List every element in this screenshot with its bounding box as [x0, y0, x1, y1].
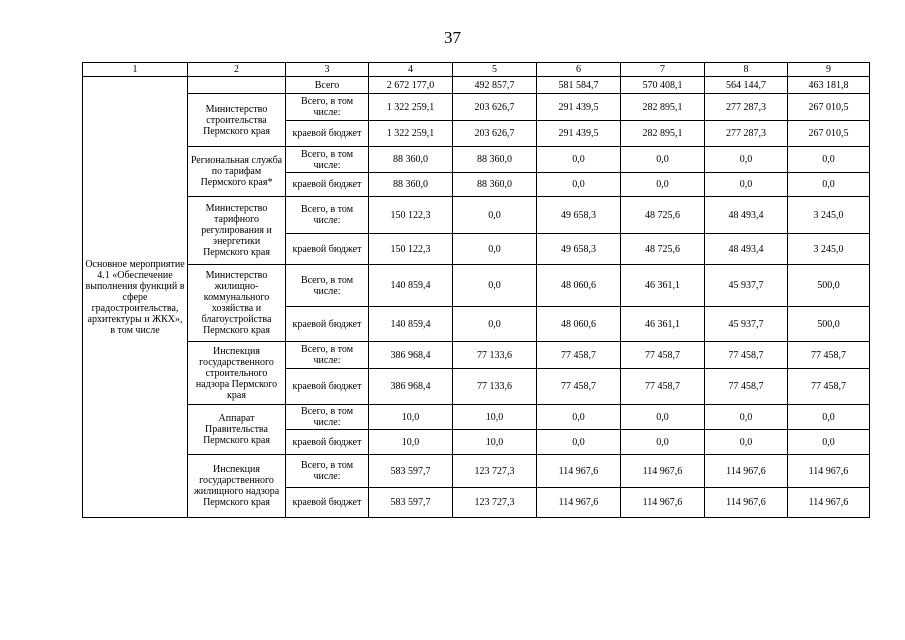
value-cell: 77 458,7	[621, 342, 705, 369]
table-row	[83, 455, 870, 488]
value-cell: 114 967,6	[705, 455, 788, 488]
value-cell: 77 458,7	[705, 369, 788, 405]
value-cell: 0,0	[621, 173, 705, 197]
value-cell: 88 360,0	[453, 147, 537, 173]
executor-cell: Инспекция государственного жилищного надзора Пермского края	[188, 455, 286, 518]
value-cell: 203 626,7	[453, 94, 537, 121]
value-cell: 0,0	[788, 405, 870, 430]
table-row	[83, 197, 870, 234]
header-cell: 4	[369, 63, 453, 77]
value-cell: 123 727,3	[453, 488, 537, 518]
table-row	[83, 405, 870, 430]
value-cell: 150 122,3	[369, 234, 453, 265]
value-cell: 49 658,3	[537, 234, 621, 265]
value-cell: 581 584,7	[537, 77, 621, 94]
value-cell: 114 967,6	[788, 488, 870, 518]
value-cell: 0,0	[537, 173, 621, 197]
table-row	[83, 147, 870, 173]
value-cell: 0,0	[621, 405, 705, 430]
value-cell: 114 967,6	[705, 488, 788, 518]
value-cell: 277 287,3	[705, 121, 788, 147]
value-cell: 0,0	[537, 430, 621, 455]
table-row	[83, 77, 870, 94]
source-cell: Всего, в том числе:	[286, 265, 369, 307]
value-cell: 2 672 177,0	[369, 77, 453, 94]
value-cell: 10,0	[369, 430, 453, 455]
value-cell: 0,0	[788, 430, 870, 455]
executor-cell: Региональная служба по тарифам Пермского края*	[188, 147, 286, 197]
source-cell: краевой бюджет	[286, 430, 369, 455]
executor-cell: Министерство жилищно-коммунального хозяйства и благоустройства Пермского края	[188, 265, 286, 342]
value-cell: 500,0	[788, 307, 870, 342]
value-cell: 0,0	[453, 265, 537, 307]
value-cell: 77 458,7	[537, 369, 621, 405]
value-cell: 88 360,0	[369, 173, 453, 197]
value-cell: 10,0	[453, 430, 537, 455]
value-cell: 150 122,3	[369, 197, 453, 234]
value-cell: 0,0	[621, 147, 705, 173]
source-cell: Всего, в том числе:	[286, 342, 369, 369]
value-cell: 3 245,0	[788, 197, 870, 234]
value-cell: 0,0	[705, 430, 788, 455]
value-cell: 45 937,7	[705, 265, 788, 307]
value-cell: 0,0	[788, 173, 870, 197]
value-cell: 114 967,6	[537, 488, 621, 518]
value-cell: 570 408,1	[621, 77, 705, 94]
value-cell: 88 360,0	[453, 173, 537, 197]
executor-cell: Инспекция государственного строительного надзора Пермского края	[188, 342, 286, 405]
budget-table	[82, 62, 870, 518]
value-cell: 46 361,1	[621, 265, 705, 307]
value-cell: 77 458,7	[788, 369, 870, 405]
table-row	[83, 342, 870, 369]
value-cell: 140 859,4	[369, 307, 453, 342]
value-cell: 583 597,7	[369, 455, 453, 488]
value-cell: 0,0	[705, 147, 788, 173]
value-cell: 291 439,5	[537, 94, 621, 121]
executor-cell: Аппарат Правительства Пермского края	[188, 405, 286, 455]
value-cell: 114 967,6	[621, 455, 705, 488]
source-cell: Всего, в том числе:	[286, 455, 369, 488]
header-cell: 5	[453, 63, 537, 77]
value-cell: 0,0	[453, 197, 537, 234]
header-cell: 6	[537, 63, 621, 77]
value-cell: 0,0	[705, 405, 788, 430]
header-cell: 8	[705, 63, 788, 77]
header-row	[83, 63, 870, 77]
value-cell: 48 725,6	[621, 197, 705, 234]
value-cell: 267 010,5	[788, 94, 870, 121]
value-cell: 45 937,7	[705, 307, 788, 342]
value-cell: 48 725,6	[621, 234, 705, 265]
value-cell: 88 360,0	[369, 147, 453, 173]
value-cell: 0,0	[788, 147, 870, 173]
value-cell: 492 857,7	[453, 77, 537, 94]
header-cell: 1	[83, 63, 188, 77]
value-cell: 1 322 259,1	[369, 121, 453, 147]
source-cell: краевой бюджет	[286, 488, 369, 518]
value-cell: 77 458,7	[788, 342, 870, 369]
value-cell: 500,0	[788, 265, 870, 307]
value-cell: 463 181,8	[788, 77, 870, 94]
value-cell: 77 458,7	[537, 342, 621, 369]
value-cell: 282 895,1	[621, 121, 705, 147]
source-cell: краевой бюджет	[286, 307, 369, 342]
value-cell: 48 493,4	[705, 234, 788, 265]
value-cell: 0,0	[621, 430, 705, 455]
value-cell: 48 060,6	[537, 265, 621, 307]
source-cell: краевой бюджет	[286, 369, 369, 405]
header-cell: 2	[188, 63, 286, 77]
value-cell: 48 060,6	[537, 307, 621, 342]
executor-cell: Министерство строительства Пермского края	[188, 94, 286, 147]
value-cell: 140 859,4	[369, 265, 453, 307]
value-cell: 0,0	[453, 307, 537, 342]
value-cell: 10,0	[369, 405, 453, 430]
value-cell: 77 133,6	[453, 369, 537, 405]
header-cell: 3	[286, 63, 369, 77]
value-cell: 77 458,7	[705, 342, 788, 369]
source-cell: Всего	[286, 77, 369, 94]
executor-cell: Министерство тарифного регулирования и энергетики Пермского края	[188, 197, 286, 265]
value-cell: 46 361,1	[621, 307, 705, 342]
source-cell: краевой бюджет	[286, 121, 369, 147]
executor-cell	[188, 77, 286, 94]
value-cell: 267 010,5	[788, 121, 870, 147]
measure-cell: Основное мероприятие 4.1 «Обеспечение выполнения функций в сфере градостроительства, архитектуры и ЖКХ», в том числе	[83, 77, 188, 518]
value-cell: 277 287,3	[705, 94, 788, 121]
source-cell: краевой бюджет	[286, 173, 369, 197]
value-cell: 3 245,0	[788, 234, 870, 265]
header-cell: 9	[788, 63, 870, 77]
value-cell: 386 968,4	[369, 342, 453, 369]
source-cell: Всего, в том числе:	[286, 405, 369, 430]
value-cell: 583 597,7	[369, 488, 453, 518]
page-number: 37	[444, 28, 461, 47]
value-cell: 0,0	[537, 405, 621, 430]
value-cell: 77 133,6	[453, 342, 537, 369]
value-cell: 0,0	[705, 173, 788, 197]
value-cell: 10,0	[453, 405, 537, 430]
value-cell: 282 895,1	[621, 94, 705, 121]
value-cell: 114 967,6	[788, 455, 870, 488]
header-cell: 7	[621, 63, 705, 77]
source-cell: Всего, в том числе:	[286, 147, 369, 173]
value-cell: 203 626,7	[453, 121, 537, 147]
value-cell: 114 967,6	[621, 488, 705, 518]
value-cell: 291 439,5	[537, 121, 621, 147]
value-cell: 0,0	[453, 234, 537, 265]
value-cell: 0,0	[537, 147, 621, 173]
value-cell: 114 967,6	[537, 455, 621, 488]
table-row	[83, 94, 870, 121]
value-cell: 48 493,4	[705, 197, 788, 234]
value-cell: 123 727,3	[453, 455, 537, 488]
value-cell: 564 144,7	[705, 77, 788, 94]
source-cell: Всего, в том числе:	[286, 197, 369, 234]
table-row	[83, 265, 870, 307]
value-cell: 77 458,7	[621, 369, 705, 405]
source-cell: краевой бюджет	[286, 234, 369, 265]
value-cell: 1 322 259,1	[369, 94, 453, 121]
value-cell: 49 658,3	[537, 197, 621, 234]
source-cell: Всего, в том числе:	[286, 94, 369, 121]
value-cell: 386 968,4	[369, 369, 453, 405]
